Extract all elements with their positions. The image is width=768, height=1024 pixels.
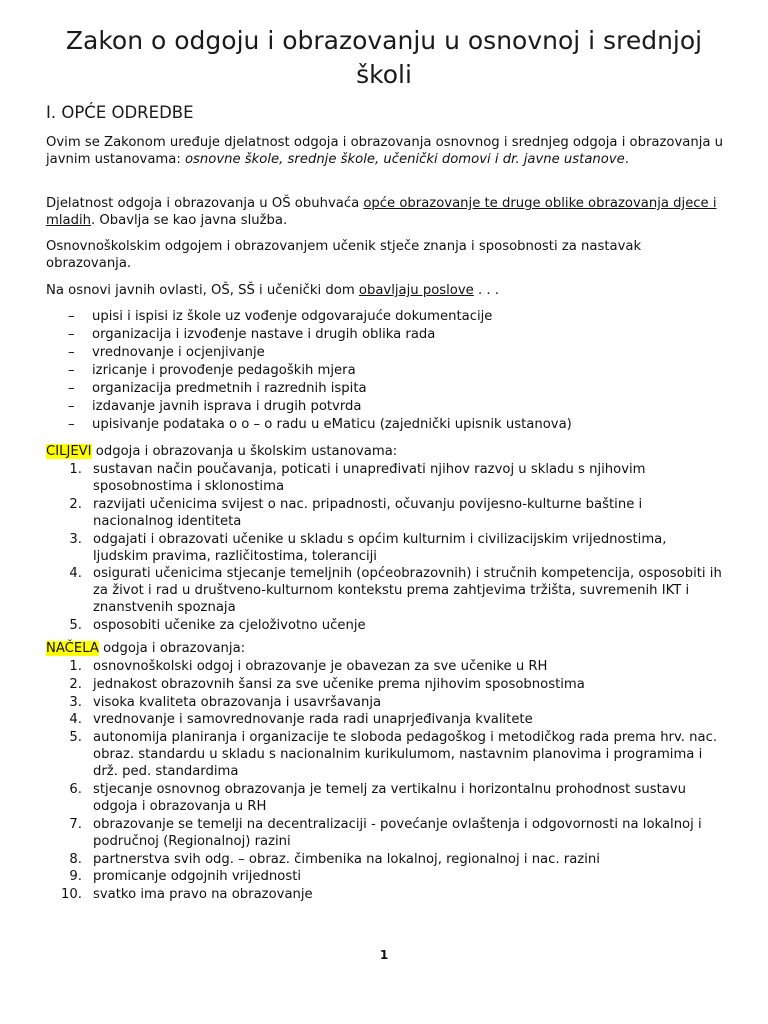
- paragraph-intro-italic: osnovne škole, srednje škole, učenički domovi i dr. javne ustanove: [184, 152, 625, 167]
- list-item: [46, 729, 722, 780]
- page-number: 1: [379, 948, 389, 962]
- list-item-text: razvijati učenicima svijest o nac. pripadnosti, očuvanju povijesno-kulturne baštine i nacionalnog identiteta: [93, 496, 643, 529]
- list-item-text: visoka kvaliteta obrazovanja i usavršavanja: [93, 694, 382, 710]
- list-item: [46, 565, 722, 616]
- dash-marker: –: [68, 327, 75, 342]
- paragraph-scope: [46, 195, 726, 229]
- item-number: 7.: [69, 816, 82, 832]
- goals-heading: [46, 443, 726, 460]
- paragraph-duties-end: . . .: [473, 283, 499, 298]
- paragraph-intro: [46, 134, 726, 168]
- list-item-text: izricanje i provođenje pedagoških mjera: [92, 363, 356, 378]
- list-item-text: autonomija planiranja i organizacije te sloboda pedagoškog i metodičkog rada prema hrv. nac. obraz. standardu u skladu s nacionalnim kurikulumom, nastavnim planovima i programima i drž. ped. standardima: [93, 730, 718, 780]
- item-number: 3.: [69, 531, 82, 547]
- list-item: [46, 658, 722, 675]
- item-number: 1.: [69, 462, 82, 477]
- list-item-text: upisivanje podataka o o – o radu u eMaticu (zajednički upisnik ustanova): [92, 417, 572, 432]
- goals-heading-rest: odgoja i obrazovanja u školskim ustanovama:: [91, 444, 398, 459]
- list-item-text: osnovnoškolski odgoj i obrazovanje je obavezan za sve učenike u RH: [93, 659, 548, 674]
- item-number: 9.: [69, 869, 82, 885]
- list-item: [46, 531, 722, 565]
- item-number: 5.: [69, 730, 82, 746]
- goals-highlight: CILJEVI: [46, 444, 92, 459]
- item-number: 4.: [69, 566, 82, 582]
- item-number: 2.: [69, 676, 82, 692]
- dash-marker: –: [68, 399, 75, 414]
- list-item: [46, 398, 726, 416]
- list-item-text: sustavan način poučavanja, poticati i unapređivati njihov razvoj u skladu s njihovim sposobnostima i sklonostima: [93, 462, 646, 494]
- list-item-text: osposobiti učenike za cjeloživotno učenje: [93, 618, 366, 634]
- list-item: [46, 326, 726, 344]
- dash-marker: –: [68, 345, 75, 360]
- list-item: [46, 781, 722, 815]
- list-item-text: stjecanje osnovnog obrazovanja je temelj za vertikalnu i horizontalnu prohodnost sustavu odgoja i obrazovanja u RH: [93, 781, 686, 814]
- paragraph-outcome: Osnovnoškolskim odgojem i obrazovanjem učenik stječe znanja i sposobnosti za nastavak obrazovanja.: [46, 239, 642, 271]
- principles-heading: [46, 640, 726, 657]
- item-number: 3.: [69, 694, 82, 710]
- principles-list: [46, 658, 722, 904]
- list-item-text: organizacija predmetnih i razrednih ispita: [92, 381, 367, 396]
- list-item: [46, 868, 722, 885]
- duties-list: [46, 308, 726, 434]
- list-item-text: promicanje odgojnih vrijednosti: [93, 869, 302, 885]
- paragraph-duties-underline: obavljaju poslove: [358, 283, 474, 298]
- item-number: 10.: [61, 887, 82, 903]
- list-item-text: odgajati i obrazovati učenike u skladu s općim kulturnim i civilizacijskim vrijednostima, ljudskim pravima, različitostima, toleranciji: [93, 531, 667, 564]
- list-item-text: izdavanje javnih isprava i drugih potvrda: [92, 399, 362, 414]
- list-item: [46, 461, 722, 495]
- list-item: [46, 416, 726, 434]
- list-item: [46, 711, 722, 728]
- list-item: [46, 344, 726, 362]
- principles-heading-rest: odgoja i obrazovanja:: [98, 641, 246, 656]
- list-item: [46, 694, 722, 711]
- paragraph-scope-end: . Obavlja se kao javna služba.: [90, 213, 288, 228]
- dash-marker: –: [68, 363, 75, 378]
- list-item: [46, 617, 722, 634]
- list-item-text: svatko ima pravo na obrazovanje: [93, 887, 313, 903]
- dash-marker: –: [68, 417, 75, 432]
- document-title: Zakon o odgoju i obrazovanju u osnovnoj i srednjoj školi: [65, 26, 703, 89]
- list-item-text: organizacija i izvođenje nastave i drugih oblika rada: [92, 327, 436, 342]
- item-number: 2.: [69, 496, 82, 512]
- list-item: [46, 380, 726, 398]
- list-item: [46, 676, 722, 693]
- paragraph-duties-text: Na osnovi javnih ovlasti, OŠ, SŠ i učenički dom: [46, 283, 359, 298]
- item-number: 5.: [69, 618, 82, 634]
- list-item-text: vrednovanje i ocjenjivanje: [92, 345, 265, 360]
- list-item: [46, 308, 726, 326]
- list-item-text: upisi i ispisi iz škole uz vođenje odgovarajuće dokumentacije: [92, 309, 493, 324]
- paragraph-intro-end: .: [624, 152, 629, 167]
- paragraph-intro-text: Ovim se Zakonom uređuje djelatnost odgoja i obrazovanja osnovnog i srednjeg odgoja i obrazovanja u javnim ustanovama:: [46, 135, 724, 167]
- item-number: 8.: [69, 851, 82, 867]
- list-item-text: obrazovanje se temelji na decentralizaciji - povećanje ovlaštenja i odgovornosti na lokalnoj i područnoj (Regionalnoj) razini: [93, 816, 702, 849]
- paragraph-duties-intro: [46, 282, 726, 299]
- item-number: 1.: [69, 659, 82, 674]
- paragraph-scope-underline: opće obrazovanje te druge oblike obrazovanja djece i mladih: [46, 196, 717, 228]
- list-item: [46, 362, 726, 380]
- list-item: [46, 886, 722, 903]
- goals-list: [46, 461, 722, 635]
- list-item-text: partnerstva svih odg. – obraz. čimbenika na lokalnoj, regionalnoj i nac. razini: [93, 851, 600, 867]
- principles-highlight: NAČELA: [46, 641, 99, 656]
- list-item-text: vrednovanje i samovrednovanje rada radi unaprjeđivanja kvalitete: [93, 712, 533, 728]
- dash-marker: –: [68, 381, 75, 396]
- list-item: [46, 496, 722, 530]
- item-number: 6.: [69, 781, 82, 797]
- item-number: 4.: [69, 712, 82, 728]
- list-item-text: osigurati učenicima stjecanje temeljnih (općeobrazovnih) i stručnih kompetencija, osposobiti ih za život i rad u društveno-kulturnom kontekstu prema zahtjevima tržišta, suvremenih IKT i znanstvenih spoznaja: [93, 566, 722, 616]
- list-item-text: jednakost obrazovnih šansi za sve učenike prema njihovim sposobnostima: [93, 676, 585, 692]
- list-item: [46, 851, 722, 868]
- section-heading: I. OPĆE ODREDBE: [46, 103, 194, 122]
- dash-marker: –: [68, 309, 75, 324]
- paragraph-scope-text: Djelatnost odgoja i obrazovanja u OŠ obuhvaća: [46, 196, 364, 211]
- list-item: [46, 816, 722, 850]
